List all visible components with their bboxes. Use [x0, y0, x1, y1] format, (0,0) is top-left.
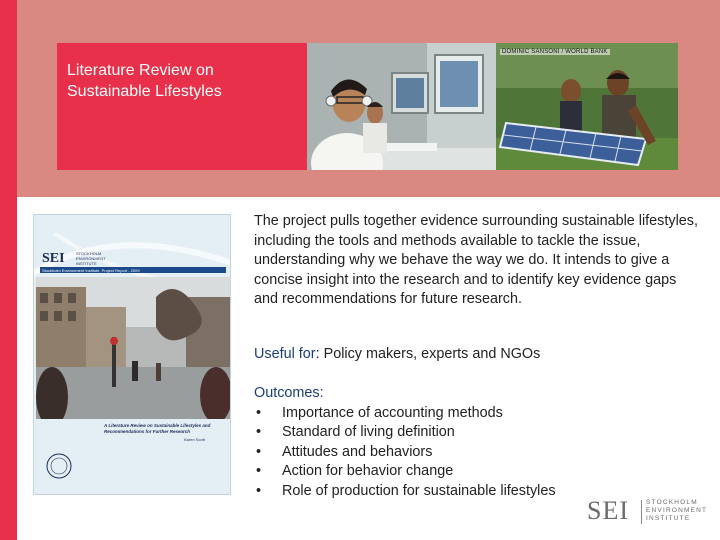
useful-for-text: : Policy makers, experts and NGOs — [315, 346, 541, 362]
cover-logo-subtitle: STOCKHOLM ENVIRONMENT INSTITUTE — [76, 251, 106, 266]
cover-title: A Literature Review on Sustainable Lifestyles and Recommendations for Further Research — [104, 423, 211, 434]
anniversary-seal-icon — [46, 453, 72, 479]
outcome-item — [254, 423, 556, 442]
sei-logo-divider — [641, 500, 642, 524]
outcome-item — [254, 443, 556, 462]
outcomes-list — [254, 404, 556, 501]
outcome-text: Standard of living definition — [282, 424, 455, 441]
photo-credit: DOMINIC SANSONI / WORLD BANK — [502, 49, 608, 55]
bullet-icon: • — [256, 443, 262, 460]
project-description: The project pulls together evidence surrounding sustainable lifestyles, including the tools and methods available to tackle the issue, understanding why we behave the way we do. It intends to give a concise insight into the research and to identify key evidence gaps and recommendations for future research. — [254, 213, 698, 307]
bullet-icon: • — [256, 463, 262, 480]
outcomes-heading: Outcomes: — [254, 385, 324, 401]
cover-logo: SEI — [42, 251, 65, 266]
bullet-icon: • — [256, 405, 262, 421]
useful-for-label: Useful for — [254, 346, 316, 362]
outcome-item — [254, 482, 556, 501]
solar-panel-image — [496, 43, 678, 170]
sei-logo-line-2: ENVIRONMENT — [646, 507, 708, 514]
outcome-text: Action for behavior change — [282, 463, 454, 480]
left-accent-strip — [0, 0, 17, 540]
useful-for-line — [254, 346, 540, 362]
report-cover-image — [33, 214, 231, 495]
sei-logo-text — [646, 499, 707, 523]
title-line-2: Sustainable Lifestyles — [67, 83, 222, 100]
title-line-1: Literature Review on — [67, 62, 214, 79]
sei-logo-mark: SEI — [587, 496, 629, 525]
photo-solar-panel — [496, 43, 678, 170]
outcome-text: Importance of accounting methods — [282, 405, 503, 421]
photo-computer-users — [307, 43, 496, 170]
computer-users-image — [307, 43, 496, 170]
outcome-text: Attitudes and behaviors — [282, 443, 433, 460]
bullet-icon: • — [256, 482, 262, 499]
cover-street-photo — [36, 277, 230, 419]
sei-logo-line-1: STOCKHOLM — [646, 499, 698, 506]
outcome-item — [254, 462, 556, 481]
cover-series-text: Stockholm Environment Institute, Project Report - 2009 — [42, 268, 140, 273]
sei-logo — [587, 496, 707, 526]
cover-author: Karen Scott — [184, 437, 205, 442]
outcome-item — [254, 404, 556, 423]
slide-title — [67, 60, 297, 102]
bullet-icon: • — [256, 424, 262, 441]
outcome-text: Role of production for sustainable lifestyles — [282, 482, 556, 499]
sei-logo-line-3: INSTITUTE — [646, 515, 691, 522]
